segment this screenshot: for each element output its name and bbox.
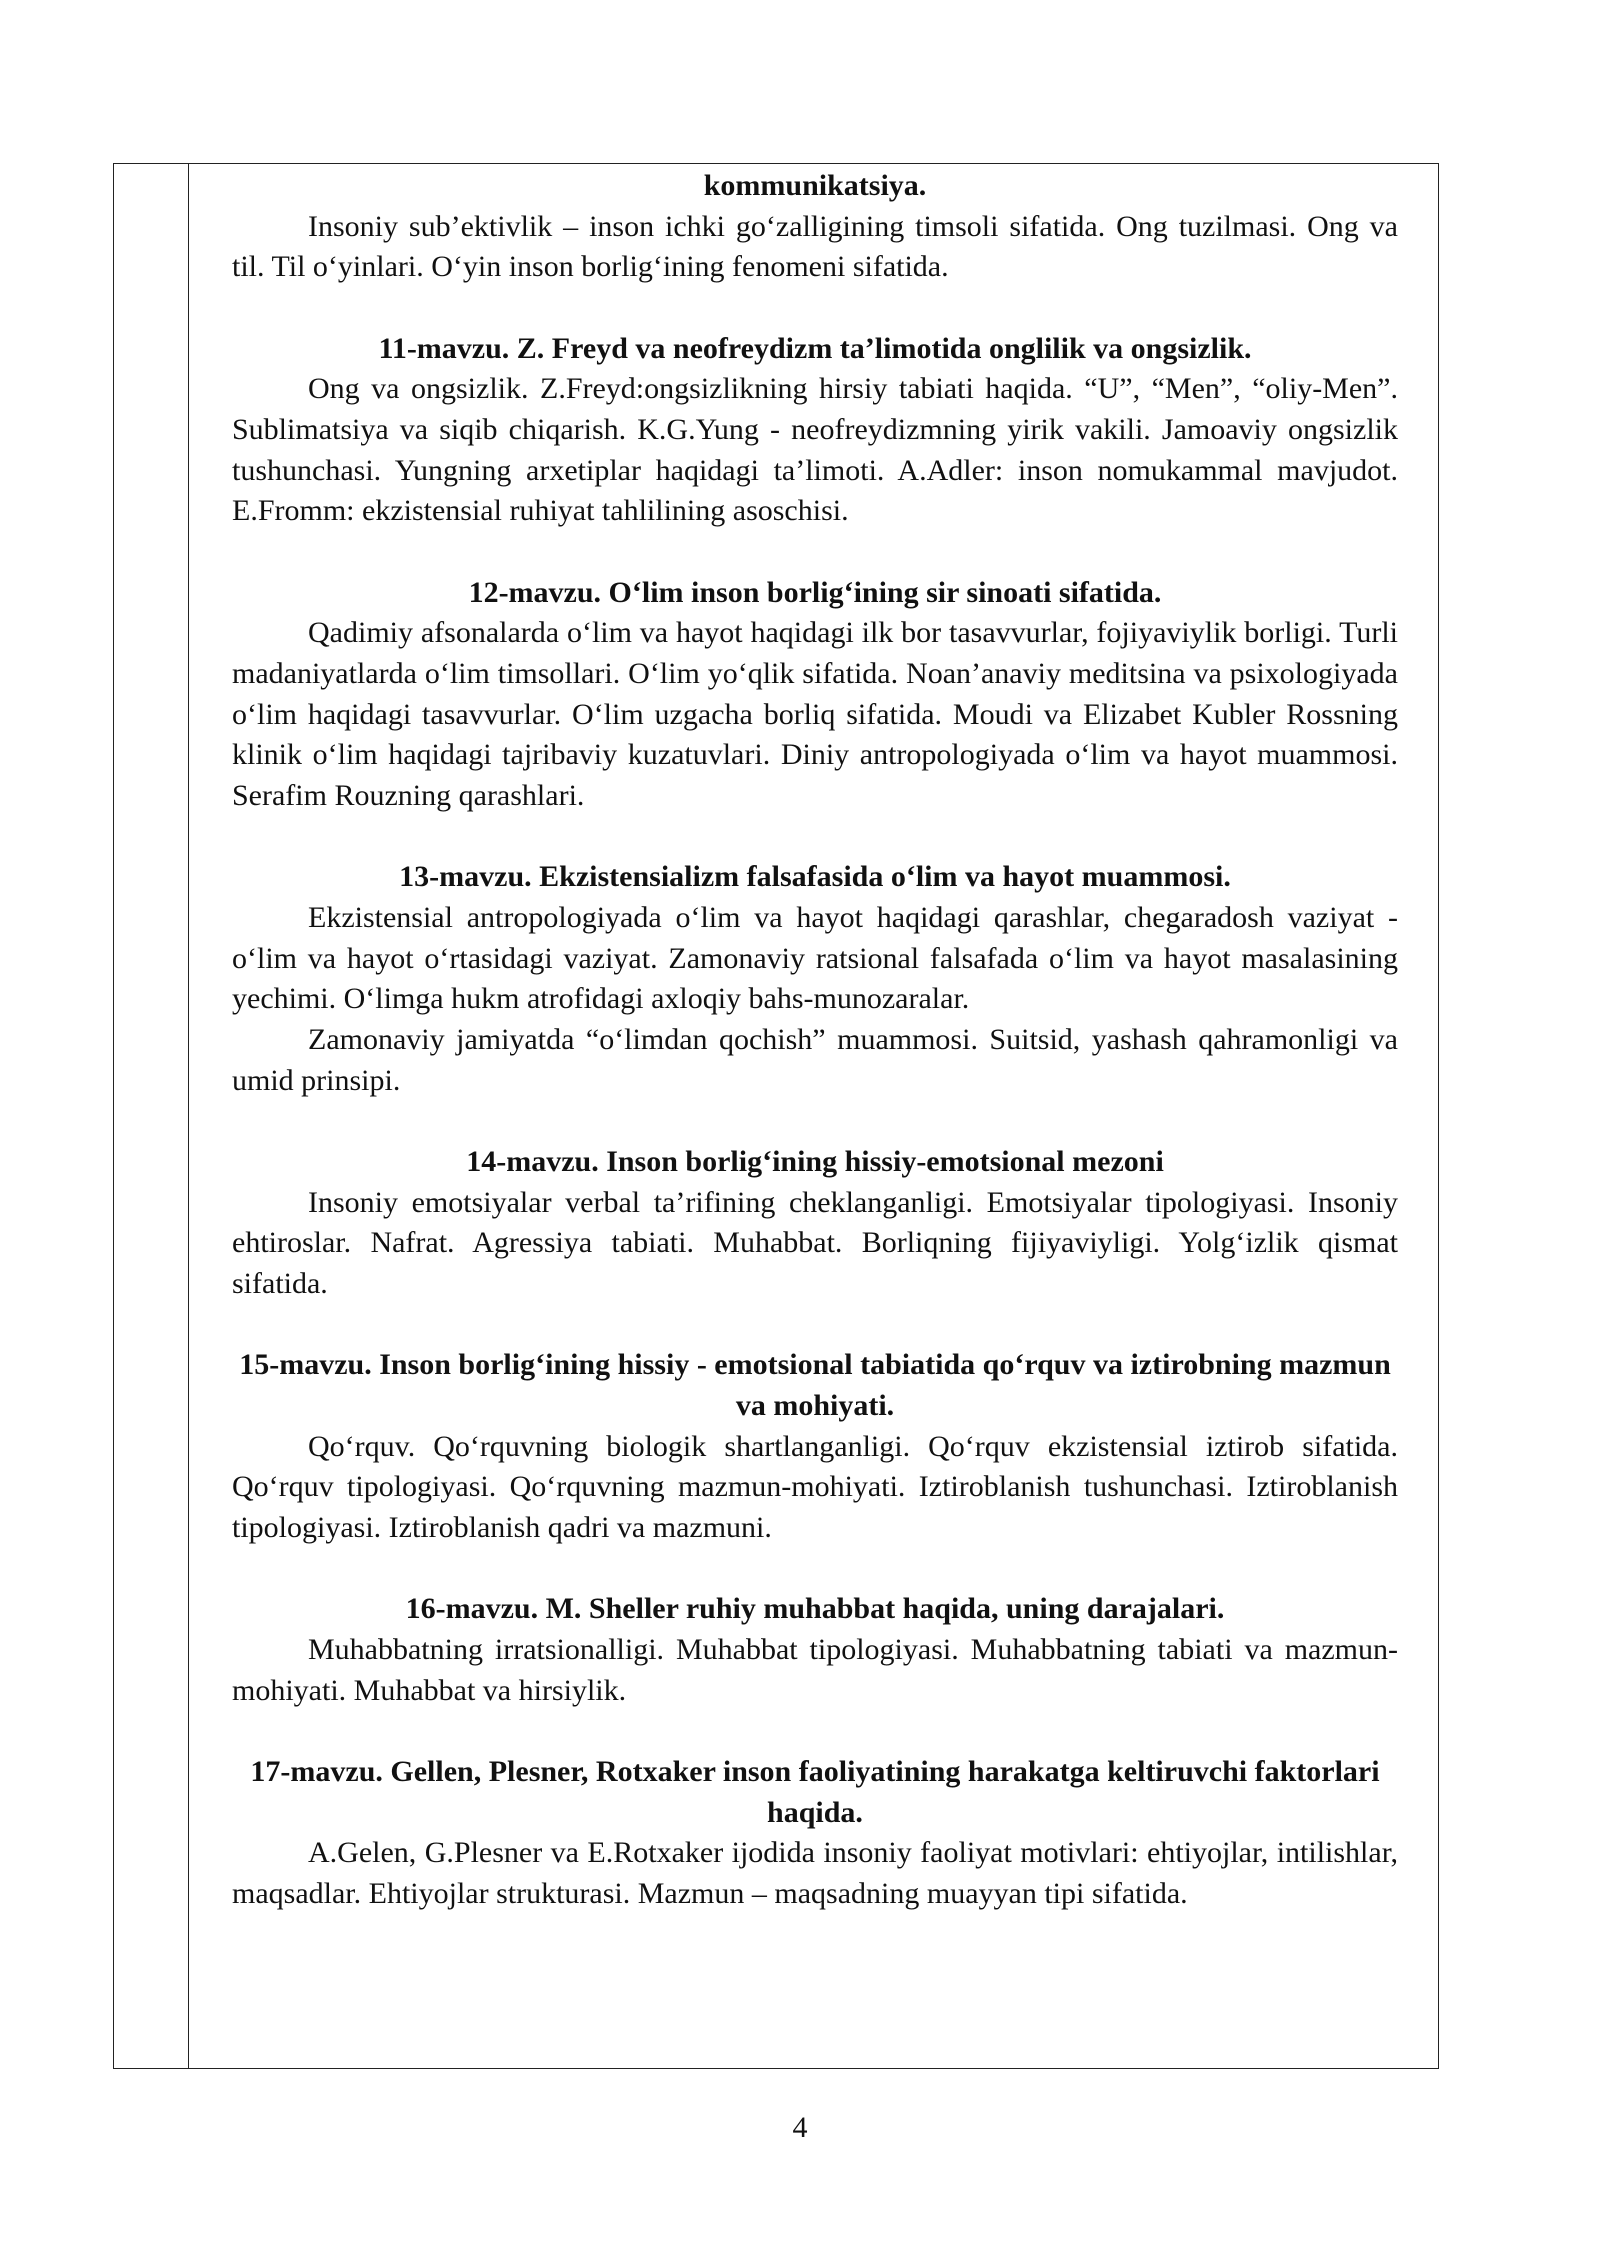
section-17-paragraph: A.Gelen, G.Plesner va E.Rotxaker ijodida insoniy faoliyat motivlari: ehtiyojlar, intilishlar, maqsadlar. Ehtiyojlar strukturasi. Mazmun – maqsadning muayyan tipi sifatida. bbox=[232, 1836, 1398, 1911]
section-12-title: 12-mavzu. O‘lim inson borlig‘ining sir sinoati sifatida. bbox=[468, 575, 1162, 609]
page-number: 4 bbox=[792, 2111, 808, 2144]
section-15-title: 15-mavzu. Inson borlig‘ining hissiy - emotsional tabiatida qo‘rquv va iztirobning mazmun va mohiyati. bbox=[239, 1348, 1391, 1423]
section-16-title: 16-mavzu. M. Sheller ruhiy muhabbat haqida, uning darajalari. bbox=[405, 1592, 1225, 1626]
section-17-title: 17-mavzu. Gellen, Plesner, Rotxaker inson faoliyatining harakatga keltiruvchi faktorlari haqida. bbox=[250, 1755, 1380, 1829]
section-15-paragraph: Qo‘rquv. Qo‘rquvning biologik shartlanganligi. Qo‘rquv ekzistensial iztirob sifatida. Qo‘rquv tipologiyasi. Qo‘rquvning mazmun-mohiyati. Iztiroblanish tushunchasi. Iztiroblanish tipologiyasi. Iztiroblanish qadri va mazmuni. bbox=[232, 1429, 1398, 1545]
table-left-column bbox=[114, 164, 189, 2068]
section-13-title: 13-mavzu. Ekzistensializm falsafasida o‘lim va hayot muammosi. bbox=[399, 860, 1231, 894]
section-11-paragraph: Ong va ongsizlik. Z.Freyd:ongsizlikning hirsiy tabiati haqida. “U”, “Men”, “oliy-Men”. Sublimatsiya va siqib chiqarish. K.G.Yung - neofreydizmning yirik vakili. Jamoaviy ongsizlik tushunchasi. Yungning arxetiplar haqidagi ta’limoti. A.Adler: inson nomukammal mavjudot. E.Fromm: ekzistensial ruhiyat tahlilining asoschisi. bbox=[232, 372, 1398, 528]
section-14-paragraph: Insoniy emotsiyalar verbal ta’rifining cheklanganligi. Emotsiyalar tipologiyasi. Insoniy ehtiroslar. Nafrat. Agressiya tabiati. Muhabbat. Borliqning fijiyaviyligi. Yolg‘izlik qismat sifatida. bbox=[232, 1185, 1398, 1301]
section-16-paragraph: Muhabbatning irratsionalligi. Muhabbat tipologiyasi. Muhabbatning tabiati va mazmun-mohiyati. Muhabbat va hirsiylik. bbox=[232, 1633, 1398, 1707]
content-table bbox=[113, 163, 1439, 2069]
top-heading: kommunikatsiya. bbox=[703, 169, 927, 202]
section-11-title: 11-mavzu. Z. Freyd va neofreydizm ta’limotida onglilik va ongsizlik. bbox=[378, 331, 1252, 365]
section-12-paragraph: Qadimiy afsonalarda o‘lim va hayot haqidagi ilk bor tasavvurlar, fojiyaviylik borligi. Turli madaniyatlarda o‘lim timsollari. O‘lim yo‘qlik sifatida. Noan’anaviy meditsina va psixologiyada o‘lim haqidagi tasavvurlar. O‘lim uzgacha borliq sifatida. Moudi va Elizabet Kubler Rossning klinik o‘lim haqidagi tajribaviy kuzatuvlari. Diniy antropologiyada o‘lim va hayot muammosi. Serafim Rouzning qarashlari. bbox=[232, 616, 1398, 813]
section-13-paragraph-1: Ekzistensial antropologiyada o‘lim va hayot haqidagi qarashlar, chegaradosh vaziyat - o‘lim va hayot o‘rtasidagi vaziyat. Zamonaviy ratsional falsafada o‘lim va hayot masalasining yechimi. O‘limga hukm atrofidagi axloqiy bahs-munozaralar. bbox=[232, 901, 1398, 1016]
section-14-title: 14-mavzu. Inson borlig‘ining hissiy-emotsional mezoni bbox=[466, 1145, 1164, 1179]
section-13-paragraph-2: Zamonaviy jamiyatda “o‘limdan qochish” muammosi. Suitsid, yashash qahramonligi va umid prinsipi. bbox=[232, 1023, 1398, 1097]
intro-paragraph: Insoniy sub’ektivlik – inson ichki go‘zalligining timsoli sifatida. Ong tuzilmasi. Ong va til. Til o‘yinlari. O‘yin inson borlig‘ining fenomeni sifatida. bbox=[232, 209, 1398, 284]
table-content-cell bbox=[232, 166, 1398, 1915]
